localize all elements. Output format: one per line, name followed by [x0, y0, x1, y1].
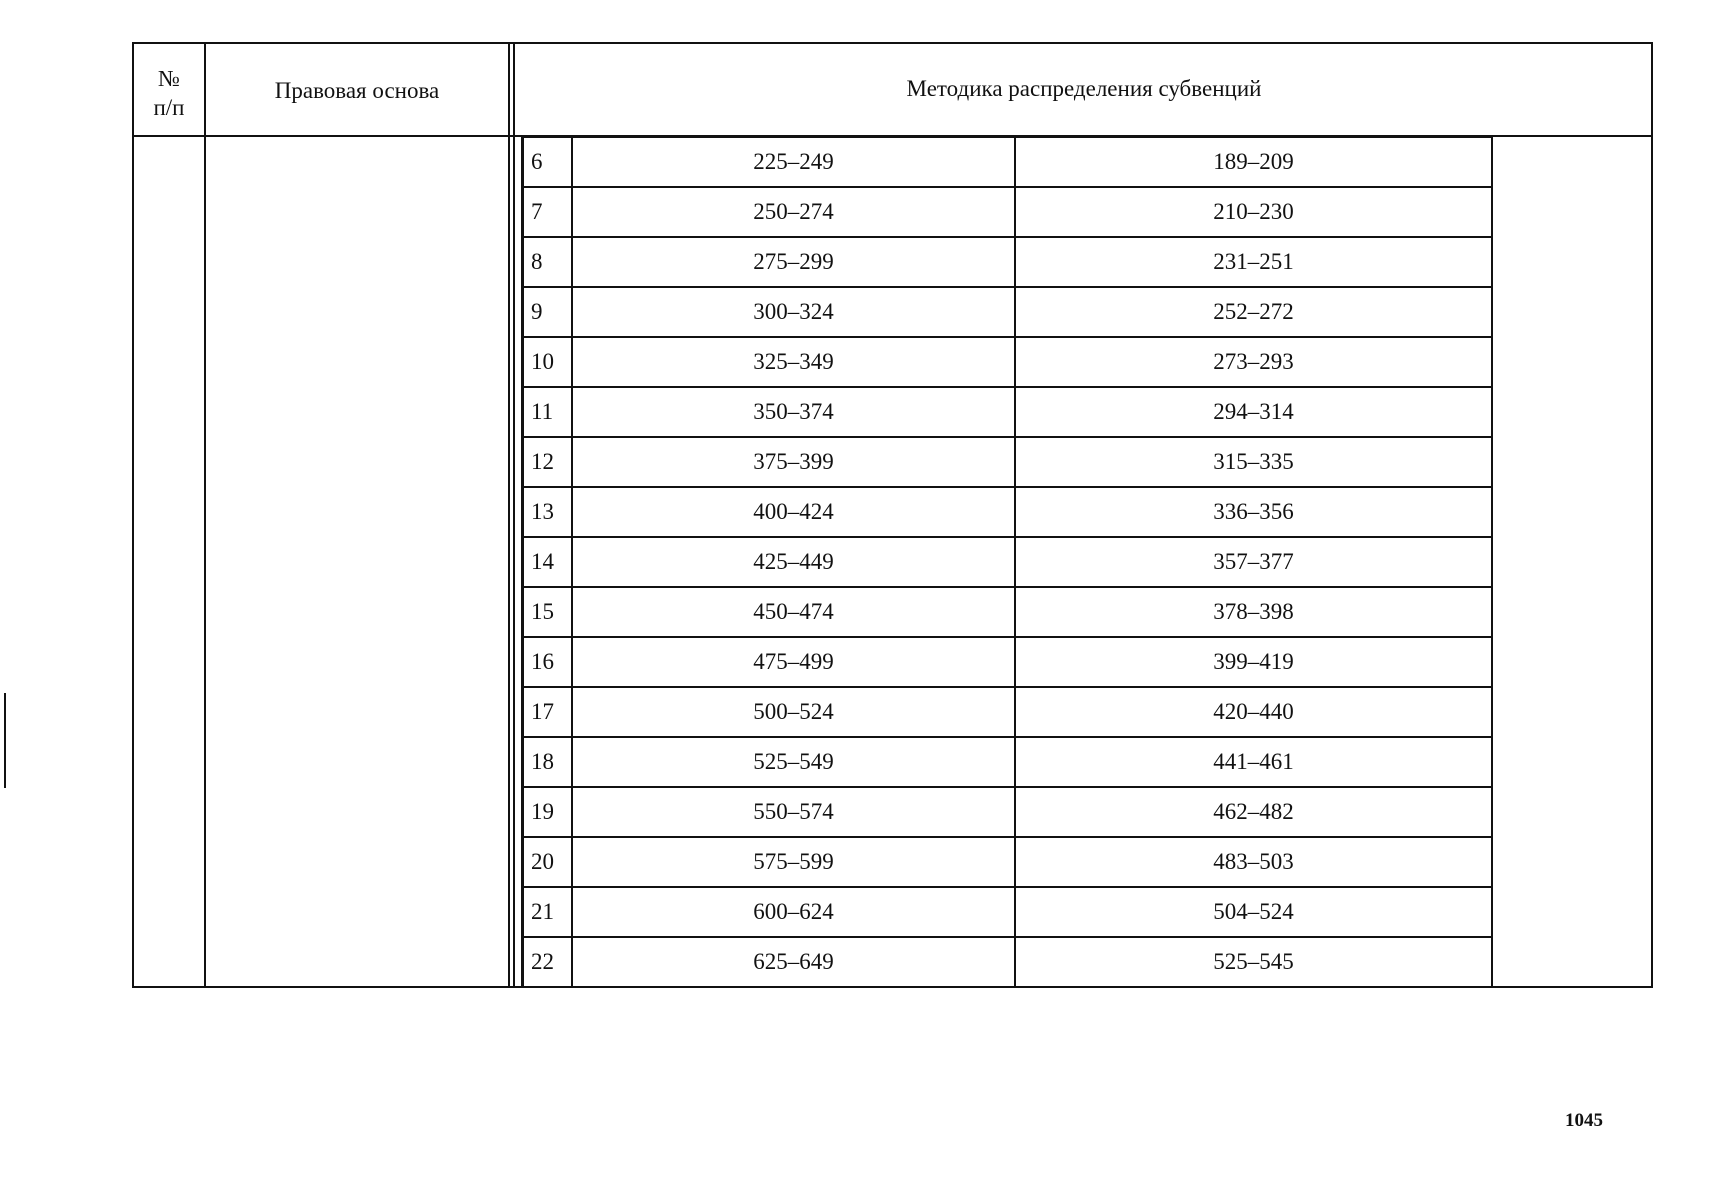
col-divider-num — [204, 44, 206, 986]
row-number: 14 — [524, 538, 573, 586]
range-a: 525–549 — [573, 738, 1016, 786]
range-b: 273–293 — [1213, 349, 1294, 374]
table-row — [524, 788, 1491, 838]
range-a: 375–399 — [573, 438, 1016, 486]
range-a: 600–624 — [573, 888, 1016, 936]
table-row — [524, 538, 1491, 588]
table-row — [524, 938, 1491, 988]
range-a: 400–424 — [573, 488, 1016, 536]
range-b: 378–398 — [1213, 599, 1294, 624]
range-a: 250–274 — [573, 188, 1016, 236]
table-row — [524, 188, 1491, 238]
range-b: 525–545 — [1213, 949, 1294, 974]
table-row — [524, 388, 1491, 438]
range-a: 350–374 — [573, 388, 1016, 436]
range-a: 300–324 — [573, 288, 1016, 336]
table-row — [524, 238, 1491, 288]
row-number: 7 — [524, 188, 573, 236]
range-a: 500–524 — [573, 688, 1016, 736]
table-row — [524, 288, 1491, 338]
header-num — [134, 64, 204, 122]
table-row — [524, 338, 1491, 388]
range-b: 483–503 — [1213, 849, 1294, 874]
row-number: 12 — [524, 438, 573, 486]
range-a: 425–449 — [573, 538, 1016, 586]
range-a: 625–649 — [573, 938, 1016, 986]
range-a: 575–599 — [573, 838, 1016, 886]
row-number: 19 — [524, 788, 573, 836]
table-row — [524, 588, 1491, 638]
range-a: 475–499 — [573, 638, 1016, 686]
range-b: 189–209 — [1213, 149, 1294, 174]
range-b: 399–419 — [1213, 649, 1294, 674]
range-a: 325–349 — [573, 338, 1016, 386]
row-number: 15 — [524, 588, 573, 636]
range-b: 462–482 — [1213, 799, 1294, 824]
row-number: 9 — [524, 288, 573, 336]
distribution-table — [521, 136, 1493, 988]
header-method: Методика распределения субвенций — [906, 76, 1262, 101]
col-divider-basis — [508, 44, 510, 986]
range-b: 441–461 — [1213, 749, 1294, 774]
page-number: 1045 — [1565, 1110, 1603, 1131]
range-b: 336–356 — [1213, 499, 1294, 524]
header-basis: Правовая основа — [274, 78, 440, 103]
row-number: 8 — [524, 238, 573, 286]
row-number: 22 — [524, 938, 573, 986]
main-table — [132, 42, 1653, 988]
margin-mark — [4, 693, 6, 788]
table-row — [524, 738, 1491, 788]
header-num-line2: п/п — [153, 95, 185, 120]
range-b: 210–230 — [1213, 199, 1294, 224]
range-b: 420–440 — [1213, 699, 1294, 724]
col-divider-basis-double — [513, 44, 515, 986]
row-number: 16 — [524, 638, 573, 686]
row-number: 6 — [524, 138, 573, 186]
range-a: 225–249 — [573, 138, 1016, 186]
range-b: 315–335 — [1213, 449, 1294, 474]
table-row — [524, 138, 1491, 188]
table-row — [524, 838, 1491, 888]
range-b: 357–377 — [1213, 549, 1294, 574]
table-row — [524, 488, 1491, 538]
range-b: 294–314 — [1213, 399, 1294, 424]
row-number: 10 — [524, 338, 573, 386]
range-b: 252–272 — [1213, 299, 1294, 324]
range-a: 550–574 — [573, 788, 1016, 836]
range-b: 504–524 — [1213, 899, 1294, 924]
row-number: 11 — [524, 388, 573, 436]
row-number: 17 — [524, 688, 573, 736]
header-num-line1: № — [158, 66, 180, 91]
range-b: 231–251 — [1213, 249, 1294, 274]
range-a: 275–299 — [573, 238, 1016, 286]
table-row — [524, 688, 1491, 738]
table-row — [524, 438, 1491, 488]
table-row — [524, 638, 1491, 688]
row-number: 20 — [524, 838, 573, 886]
row-number: 21 — [524, 888, 573, 936]
row-number: 13 — [524, 488, 573, 536]
range-a: 450–474 — [573, 588, 1016, 636]
table-row — [524, 888, 1491, 938]
row-number: 18 — [524, 738, 573, 786]
